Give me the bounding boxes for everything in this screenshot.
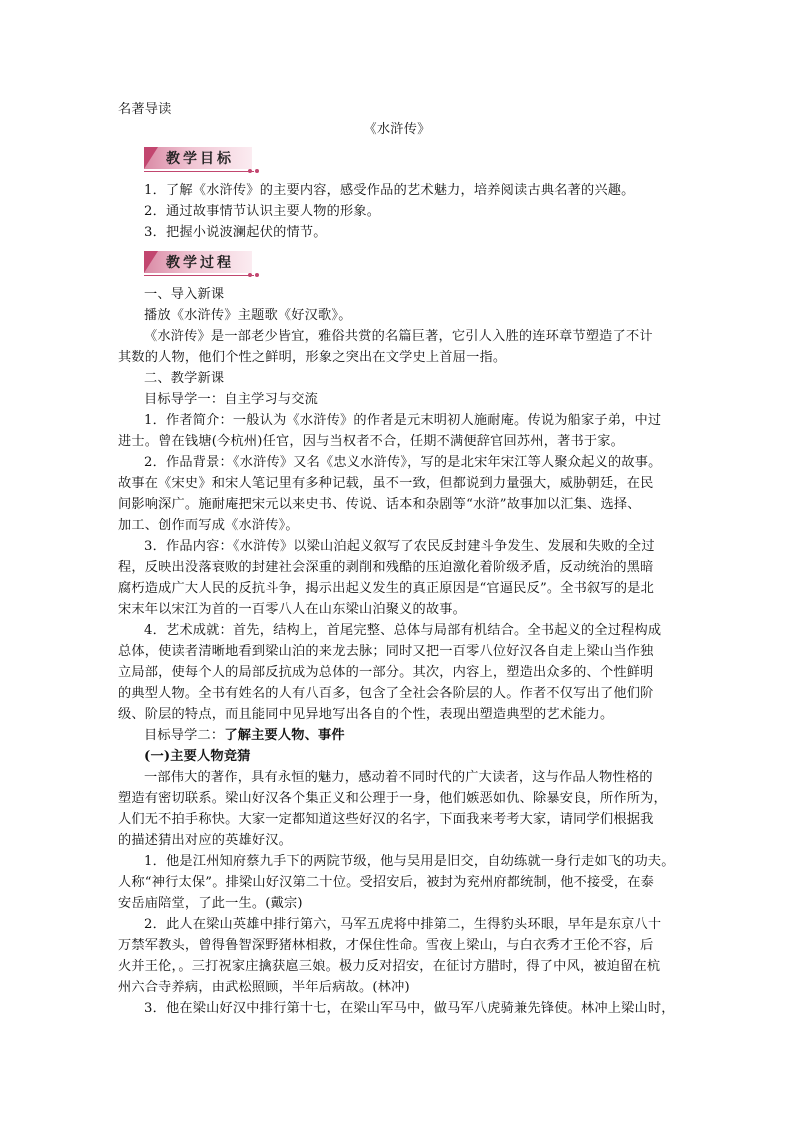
paragraph-line: 加工、创作而写成《水浒传》。 xyxy=(118,518,299,533)
badge-dot xyxy=(255,273,259,277)
paragraph-line: 4．艺术成就：首先，结构上，首尾完整、总体与局部有机结合。全书起义的全过程构成 xyxy=(144,623,662,638)
badge-underline xyxy=(144,171,254,172)
badge-dot xyxy=(248,169,252,173)
paragraph-line: 安岳庙陪堂，了此一生。(戴宗) xyxy=(118,896,303,911)
paragraph-line: 塑造有密切联系。梁山好汉各个集正义和公理于一身，他们嫉恶如仇、除暴安良，所作所为， xyxy=(118,791,667,806)
paragraph-line: 《水浒传》是一部老少皆宜，雅俗共赏的名篇巨著，它引人入胜的连环章节塑造了不计 xyxy=(144,329,653,344)
process-badge-label: 教学过程 xyxy=(166,255,234,271)
paragraph-line: 立局部，使每个人的局部反抗成为总体的一部分。其次，内容上，塑造出众多的、个性鲜明 xyxy=(118,665,654,680)
paragraph-line: 1．他是江州知府蔡九手下的两院节级，他与吴用是旧交，自幼练就一身行走如飞的功夫。 xyxy=(144,854,675,869)
intro-heading: 一、导入新课 xyxy=(144,287,225,302)
guide2-label: 目标导学二： xyxy=(144,728,225,743)
new-lesson-heading: 二、教学新课 xyxy=(144,371,225,386)
goal-item: 2．通过故事情节认识主要人物的形象。 xyxy=(144,204,381,219)
goal-item: 3．把握小说波澜起伏的情节。 xyxy=(144,225,327,240)
paragraph-line: 3．作品内容：《水浒传》以梁山泊起义叙写了农民反封建斗争发生、发展和失败的全过 xyxy=(144,539,655,554)
process-badge xyxy=(144,251,260,277)
goal-item: 1．了解《水浒传》的主要内容，感受作品的艺术魅力，培养阅读古典名著的兴趣。 xyxy=(144,183,635,198)
paragraph-line: 2．此人在梁山英雄中排行第六，马军五虎将中排第二，生得豹头环眼，早年是东京八十 xyxy=(144,917,662,932)
paragraph-line: 宋末年以宋江为首的一百零八人在山东梁山泊聚义的故事。 xyxy=(118,602,467,617)
badge-corner xyxy=(144,147,158,169)
section-label: 名著导读 xyxy=(118,102,172,117)
badge-dot xyxy=(255,169,259,173)
paragraph-line: 总体，使读者清晰地看到梁山泊的来龙去脉；同时又把一百零八位好汉各自走上梁山当作独 xyxy=(118,644,654,659)
badge-dot xyxy=(248,273,252,277)
badge-corner xyxy=(144,251,158,273)
guide2-heading xyxy=(144,725,704,746)
paragraph-line: 级、阶层的特点，而且能同中见异地写出各自的个性，表现出塑造典型的艺术能力。 xyxy=(118,707,614,722)
paragraph-line: 州六合寺养病，由武松照顾，半年后病故。(林冲) xyxy=(118,980,410,995)
paragraph-line: 一部伟大的著作，具有永恒的魅力，感动着不同时代的广大读者，这与作品人物性格的 xyxy=(144,770,653,785)
paragraph-line: 程，反映出没落衰败的封建社会深重的剥削和残酷的压迫激化着阶级矛盾，反动统治的黑暗 xyxy=(118,560,654,575)
paragraph-line: 播放《水浒传》主题歌《好汉歌》。 xyxy=(144,308,352,323)
guess-heading: (一)主要人物竞猜 xyxy=(144,749,251,764)
paragraph-line: 3．他在梁山好汉中排行第十七，在梁山军马中，做马军八虎骑兼先锋使。林冲上梁山时， xyxy=(144,1001,675,1016)
paragraph-line: 人称“神行太保”。排梁山好汉第二十位。受招安后，被封为兖州府都统制，他不接受，在泰 xyxy=(118,875,654,890)
paragraph-line: 腐朽造成广大人民的反抗斗争，揭示出起义发生的真正原因是“官逼民反”。全书叙写的是北 xyxy=(118,581,654,596)
badge-underline xyxy=(144,275,254,276)
guide2-title: 了解主要人物、事件 xyxy=(224,728,345,743)
page-title: 《水浒传》 xyxy=(363,122,431,137)
paragraph-line: 间影响深广。施耐庵把宋元以来史书、传说、话本和杂剧等“水浒”故事加以汇集、选择、 xyxy=(118,497,641,512)
paragraph-line: 其数的人物，他们个性之鲜明，形象之突出在文学史上首屈一指。 xyxy=(118,350,507,365)
guide1-heading: 目标导学一：自主学习与交流 xyxy=(144,392,319,407)
paragraph-line: 1．作者简介：一般认为《水浒传》的作者是元末明初人施耐庵。传说为船家子弟，中过 xyxy=(144,413,662,428)
paragraph-line: 故事在《宋史》和宋人笔记里有多种记载，虽不一致，但都说到力量强大，威胁朝廷，在民 xyxy=(118,476,654,491)
paragraph-line: 2．作品背景：《水浒传》又名《忠义水浒传》，写的是北宋年宋江等人聚众起义的故事。 xyxy=(144,455,662,470)
paragraph-line: 的典型人物。全书有姓名的人有八百多，包含了全社会各阶层的人。作者不仅写出了他们阶 xyxy=(118,686,654,701)
paragraph-line: 火并王伦，。三打祝家庄擒获扈三娘。极力反对招安，在征讨方腊时，得了中风，被迫留在杭 xyxy=(118,959,661,974)
paragraph-line: 的描述猜出对应的英雄好汉。 xyxy=(118,833,293,848)
paragraph-line: 人们无不拍手称快。大家一定都知道这些好汉的名字，下面我来考考大家，请同学们根据我 xyxy=(118,812,654,827)
paragraph-line: 进士。曾在钱塘(今杭州)任官，因与当权者不合，任期不满便辞官回苏州，著书于家。 xyxy=(118,434,625,449)
paragraph-line: 万禁军教头，曾得鲁智深野猪林相救，才保住性命。雪夜上梁山，与白衣秀才王伦不容，后 xyxy=(118,938,654,953)
goals-badge-label: 教学目标 xyxy=(166,151,234,167)
goals-badge xyxy=(144,147,260,173)
